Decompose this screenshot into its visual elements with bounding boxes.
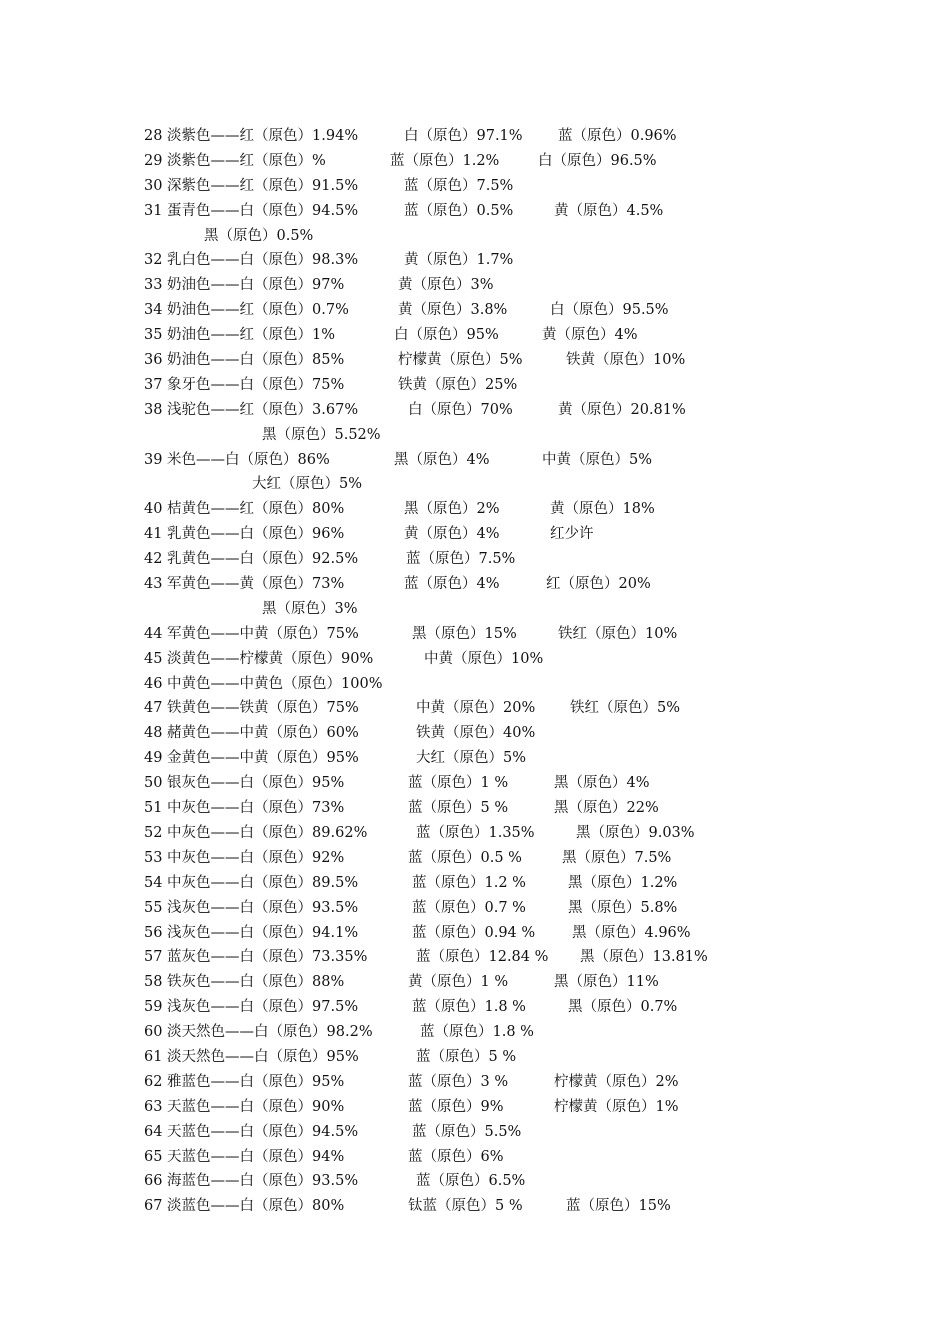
formula-segment: 60 淡天然色——白（原色）98.2%	[144, 1024, 373, 1041]
formula-segment: 黑（原色）0.7%	[568, 999, 678, 1016]
formula-line	[144, 174, 904, 199]
formula-segment: 29 淡紫色——红（原色）%	[144, 152, 326, 169]
formula-line	[144, 423, 904, 448]
formula-segment: 蓝（原色）5 %	[408, 800, 509, 817]
formula-segment: 白（原色）96.5%	[538, 152, 657, 169]
formula-line	[144, 248, 904, 273]
formula-segment: 67 淡蓝色——白（原色）80%	[144, 1198, 345, 1215]
formula-line	[144, 821, 904, 846]
formula-line	[144, 622, 904, 647]
formula-segment: 白（原色）95.5%	[550, 302, 669, 319]
formula-line	[144, 1020, 904, 1045]
formula-segment: 65 天蓝色——白（原色）94%	[144, 1148, 345, 1165]
formula-line	[144, 398, 904, 423]
formula-segment: 柠檬黄（原色）5%	[398, 352, 523, 369]
formula-line	[144, 1070, 904, 1095]
formula-line	[144, 921, 904, 946]
formula-segment: 蓝（原色）1.35%	[416, 824, 535, 841]
formula-segment: 白（原色）95%	[394, 327, 499, 344]
formula-line	[144, 572, 904, 597]
formula-line	[144, 1045, 904, 1070]
formula-segment: 30 深紫色——红（原色）91.5%	[144, 177, 359, 194]
formula-segment: 蓝（原色）0.5%	[404, 202, 514, 219]
formula-segment: 黑（原色）13.81%	[580, 949, 708, 966]
formula-segment: 黄（原色）3.8%	[398, 302, 508, 319]
formula-segment: 蓝（原色）5.5%	[412, 1123, 522, 1140]
formula-segment: 黑（原色）7.5%	[562, 849, 672, 866]
formula-segment: 32 乳白色——白（原色）98.3%	[144, 252, 359, 269]
formula-segment: 35 奶油色——红（原色）1%	[144, 327, 336, 344]
formula-segment: 64 天蓝色——白（原色）94.5%	[144, 1123, 359, 1140]
formula-line	[144, 995, 904, 1020]
formula-line	[144, 970, 904, 995]
formula-segment: 39 米色——白（原色）86%	[144, 451, 330, 468]
formula-segment: 38 浅驼色——红（原色）3.67%	[144, 401, 359, 418]
formula-line	[144, 1194, 904, 1219]
formula-segment: 黄（原色）20.81%	[558, 401, 686, 418]
formula-segment: 红（原色）20%	[546, 576, 651, 593]
formula-segment: 62 雅蓝色——白（原色）95%	[144, 1073, 345, 1090]
formula-segment: 51 中灰色——白（原色）73%	[144, 800, 345, 817]
formula-line	[144, 472, 904, 497]
formula-segment: 铁红（原色）5%	[570, 700, 681, 717]
formula-segment: 44 军黄色——中黄（原色）75%	[144, 625, 359, 642]
formula-segment: 蓝（原色）1.8 %	[412, 999, 526, 1016]
formula-segment: 钛蓝（原色）5 %	[408, 1198, 523, 1215]
formula-segment: 蓝（原色）3 %	[408, 1073, 509, 1090]
formula-segment: 红少许	[550, 526, 594, 543]
formula-segment: 黑（原色）5.52%	[262, 426, 381, 443]
formula-segment: 55 浅灰色——白（原色）93.5%	[144, 899, 359, 916]
formula-segment: 蓝（原色）1.2%	[390, 152, 500, 169]
formula-segment: 43 军黄色——黄（原色）73%	[144, 576, 345, 593]
formula-segment: 黑（原色）5.8%	[568, 899, 678, 916]
formula-segment: 大红（原色）5%	[252, 476, 363, 493]
formula-line	[144, 771, 904, 796]
formula-segment: 黑（原色）4%	[554, 775, 650, 792]
formula-segment: 黑（原色）1.2%	[568, 874, 678, 891]
formula-segment: 40 桔黄色——红（原色）80%	[144, 501, 345, 518]
formula-segment: 蓝（原色）0.5 %	[408, 849, 522, 866]
formula-line	[144, 497, 904, 522]
formula-segment: 蓝（原色）15%	[566, 1198, 671, 1215]
formula-segment: 蓝（原色）1.8 %	[420, 1024, 534, 1041]
formula-line	[144, 647, 904, 672]
formula-segment: 黄（原色）4%	[542, 327, 638, 344]
formula-segment: 中黄（原色）10%	[424, 650, 544, 667]
formula-segment: 48 赭黄色——中黄（原色）60%	[144, 725, 359, 742]
formula-segment: 47 铁黄色——铁黄（原色）75%	[144, 700, 359, 717]
formula-segment: 46 中黄色——中黄色（原色）100%	[144, 675, 383, 692]
formula-segment: 黑（原色）4.96%	[572, 924, 691, 941]
formula-segment: 蓝（原色）6%	[408, 1148, 504, 1165]
formula-segment: 蓝（原色）4%	[404, 576, 500, 593]
formula-segment: 白（原色）97.1%	[404, 128, 523, 144]
formula-segment: 黑（原色）15%	[412, 625, 517, 642]
formula-segment: 28 淡紫色——红（原色）1.94%	[144, 128, 359, 144]
formula-segment: 34 奶油色——红（原色）0.7%	[144, 302, 349, 319]
formula-segment: 66 海蓝色——白（原色）93.5%	[144, 1173, 359, 1190]
formula-segment: 柠檬黄（原色）2%	[554, 1073, 679, 1090]
formula-segment: 黑（原色）2%	[404, 501, 500, 518]
formula-segment: 蓝（原色）0.94 %	[412, 924, 536, 941]
formula-line	[144, 373, 904, 398]
formula-segment: 56 浅灰色——白（原色）94.1%	[144, 924, 359, 941]
formula-line	[144, 1169, 904, 1194]
formula-segment: 蓝（原色）9%	[408, 1098, 504, 1115]
formula-segment: 57 蓝灰色——白（原色）73.35%	[144, 949, 368, 966]
formula-line	[144, 846, 904, 871]
formula-line	[144, 323, 904, 348]
formula-line	[144, 597, 904, 622]
formula-segment: 黄（原色）18%	[550, 501, 655, 518]
formula-line	[144, 224, 904, 249]
formula-segment: 黑（原色）11%	[554, 974, 659, 991]
formula-line	[144, 273, 904, 298]
formula-segment: 蓝（原色）12.84 %	[416, 949, 549, 966]
color-formula-list	[144, 124, 904, 1219]
formula-segment: 蓝（原色）1.2 %	[412, 874, 526, 891]
formula-line	[144, 298, 904, 323]
formula-segment: 中黄（原色）5%	[542, 451, 653, 468]
formula-segment: 45 淡黄色——柠檬黄（原色）90%	[144, 650, 374, 667]
formula-segment: 黑（原色）9.03%	[576, 824, 695, 841]
formula-segment: 黑（原色）3%	[262, 600, 358, 617]
formula-segment: 50 银灰色——白（原色）95%	[144, 775, 345, 792]
formula-segment: 铁黄（原色）25%	[398, 376, 518, 393]
formula-line	[144, 522, 904, 547]
formula-segment: 铁黄（原色）10%	[566, 352, 686, 369]
formula-segment: 黄（原色）3%	[398, 277, 494, 294]
formula-line	[144, 746, 904, 771]
formula-segment: 黑（原色）4%	[394, 451, 490, 468]
formula-line	[144, 448, 904, 473]
formula-segment: 黄（原色）1 %	[408, 974, 509, 991]
formula-segment: 59 浅灰色——白（原色）97.5%	[144, 999, 359, 1016]
formula-line	[144, 199, 904, 224]
formula-segment: 黄（原色）4%	[404, 526, 500, 543]
formula-segment: 蓝（原色）1 %	[408, 775, 509, 792]
formula-segment: 54 中灰色——白（原色）89.5%	[144, 874, 359, 891]
formula-segment: 蓝（原色）0.7 %	[412, 899, 526, 916]
formula-segment: 铁黄（原色）40%	[416, 725, 536, 742]
formula-segment: 大红（原色）5%	[416, 750, 527, 767]
formula-segment: 53 中灰色——白（原色）92%	[144, 849, 345, 866]
formula-segment: 蓝（原色）6.5%	[416, 1173, 526, 1190]
formula-line	[144, 696, 904, 721]
formula-segment: 中黄（原色）20%	[416, 700, 536, 717]
formula-line	[144, 1120, 904, 1145]
formula-segment: 蓝（原色）7.5%	[404, 177, 514, 194]
formula-segment: 63 天蓝色——白（原色）90%	[144, 1098, 345, 1115]
formula-segment: 蓝（原色）5 %	[416, 1048, 517, 1065]
formula-segment: 52 中灰色——白（原色）89.62%	[144, 824, 368, 841]
formula-segment: 铁红（原色）10%	[558, 625, 678, 642]
formula-line	[144, 796, 904, 821]
formula-line	[144, 672, 904, 697]
formula-line	[144, 1145, 904, 1170]
formula-segment: 41 乳黄色——白（原色）96%	[144, 526, 345, 543]
formula-segment: 蓝（原色）7.5%	[406, 551, 516, 568]
formula-segment: 31 蛋青色——白（原色）94.5%	[144, 202, 359, 219]
formula-segment: 42 乳黄色——白（原色）92.5%	[144, 551, 359, 568]
formula-segment: 蓝（原色）0.96%	[558, 128, 677, 144]
formula-line	[144, 945, 904, 970]
formula-line	[144, 871, 904, 896]
formula-segment: 33 奶油色——白（原色）97%	[144, 277, 345, 294]
formula-segment: 柠檬黄（原色）1%	[554, 1098, 679, 1115]
formula-segment: 白（原色）70%	[408, 401, 513, 418]
formula-line	[144, 348, 904, 373]
formula-segment: 黑（原色）22%	[554, 800, 659, 817]
formula-line	[144, 896, 904, 921]
formula-line	[144, 1095, 904, 1120]
formula-segment: 黄（原色）1.7%	[404, 252, 514, 269]
formula-segment: 49 金黄色——中黄（原色）95%	[144, 750, 359, 767]
formula-line	[144, 149, 904, 174]
formula-line	[144, 547, 904, 572]
formula-segment: 58 铁灰色——白（原色）88%	[144, 974, 345, 991]
formula-segment: 36 奶油色——白（原色）85%	[144, 352, 345, 369]
formula-segment: 黄（原色）4.5%	[554, 202, 664, 219]
formula-segment: 37 象牙色——白（原色）75%	[144, 376, 345, 393]
formula-segment: 61 淡天然色——白（原色）95%	[144, 1048, 359, 1065]
formula-segment: 黑（原色）0.5%	[204, 227, 314, 244]
formula-line	[144, 124, 904, 149]
formula-line	[144, 721, 904, 746]
